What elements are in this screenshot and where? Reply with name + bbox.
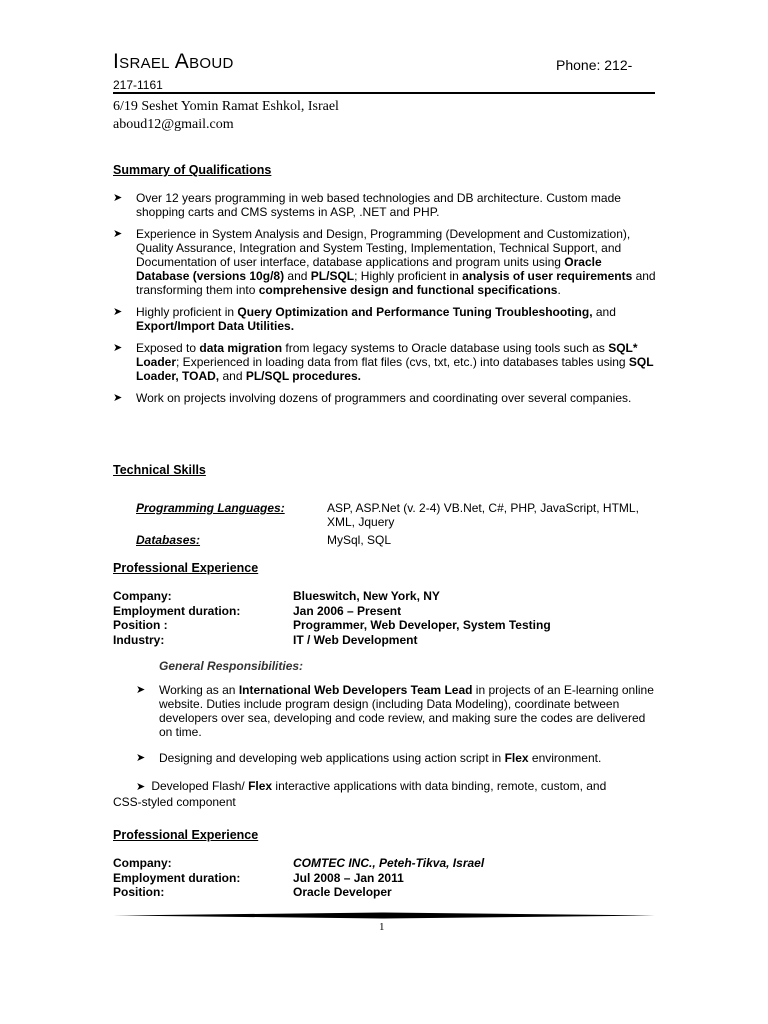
resp-text: environment.: [528, 751, 602, 765]
resp-text: Working as an: [159, 683, 239, 697]
industry-label: Industry:: [113, 633, 165, 647]
summary-bold: data migration: [199, 341, 283, 355]
experience-heading: Professional Experience: [113, 561, 259, 575]
arrowhead-bullet-icon: ➤: [136, 781, 152, 793]
databases-value: MySql, SQL: [327, 533, 392, 547]
summary-bold: SQL* Loader: [136, 341, 638, 369]
summary-bold: Export/Import Data Utilities.: [136, 319, 295, 333]
arrowhead-bullet-icon: ➤: [113, 392, 123, 404]
summary-text: Work on projects involving dozens of programmers and coordinating over several companies.: [136, 391, 632, 405]
experience-heading-2: Professional Experience: [113, 828, 259, 842]
resp-text: Developed Flash/: [151, 779, 249, 793]
company-label: Company:: [113, 856, 172, 870]
summary-bold: SQL Loader, TOAD,: [136, 355, 654, 383]
summary-text: .: [557, 283, 561, 297]
skills-heading: Technical Skills: [113, 463, 206, 477]
arrowhead-bullet-icon: ➤: [113, 192, 123, 204]
summary-bold: comprehensive design and functional specifications: [258, 283, 558, 297]
programming-languages-label: Programming Languages:: [136, 501, 285, 515]
arrowhead-bullet-icon: ➤: [136, 752, 146, 764]
email: aboud12@gmail.com: [113, 117, 234, 132]
list-item: [113, 191, 658, 219]
resp-text: CSS-styled component: [113, 795, 236, 809]
list-item: [136, 683, 656, 739]
summary-heading: Summary of Qualifications: [113, 163, 272, 177]
footer-rule: [113, 912, 655, 919]
list-item: [113, 227, 658, 297]
summary-text: from legacy systems to Oracle database using tools such as: [282, 341, 609, 355]
summary-text: ; Experienced in loading data from flat files (cvs, txt, etc.) into databases tables using: [176, 355, 629, 369]
company-value: Blueswitch, New York, NY: [293, 589, 440, 603]
summary-text: and: [284, 269, 311, 283]
summary-bold: Query Optimization and Performance Tuning Troubleshooting,: [237, 305, 593, 319]
position-label: Position:: [113, 885, 165, 899]
candidate-name: Israel Aboud: [113, 50, 234, 73]
industry-value: IT / Web Development: [293, 633, 418, 647]
duration-value: Jan 2006 – Present: [293, 604, 402, 618]
resp-text: Designing and developing web applications using action script in: [159, 751, 505, 765]
header-rule: [113, 92, 655, 94]
responsibilities-list: [136, 683, 656, 777]
resp-text: interactive applications with data binding, remote, custom, and: [272, 779, 607, 793]
position-label: Position :: [113, 618, 168, 632]
summary-text: ; Highly proficient in: [354, 269, 463, 283]
programming-languages-value: ASP, ASP.Net (v. 2-4) VB.Net, C#, PHP, JavaScript, HTML, XML, Jquery: [327, 501, 639, 529]
duration-value: Jul 2008 – Jan 2011: [293, 871, 404, 885]
summary-text: Experience in System Analysis and Design, Programming (Development and Customization), Quality Assurance, Integration and System Testing, Implementation, Technical Support, and Documentation of user interface, database applications and program units using: [136, 227, 631, 269]
responsibilities-heading: General Responsibilities:: [159, 659, 304, 673]
summary-bold: PL/SQL: [310, 269, 355, 283]
summary-bold: Oracle Database (versions 10g/8): [136, 255, 602, 283]
resp-bold: International Web Developers Team Lead: [238, 683, 473, 697]
resp-text: in projects of an E-learning online website. Duties include program design (including Data Modeling), coordinate between developers over sea, developing and code review, and making sure the codes are delivered on time.: [159, 683, 654, 739]
resp-bold: Flex: [504, 751, 529, 765]
list-item: [136, 751, 656, 765]
summary-bold: analysis of user requirements: [462, 269, 633, 283]
duration-label: Employment duration:: [113, 871, 241, 885]
phone-rest: 217-1161: [113, 78, 163, 92]
summary-text: and transforming them into: [136, 269, 656, 297]
list-item: [113, 305, 658, 333]
position-value: Programmer, Web Developer, System Testing: [293, 618, 551, 632]
duration-label: Employment duration:: [113, 604, 241, 618]
phone-prefix: Phone: 212-: [556, 57, 633, 73]
summary-text: Highly proficient in: [136, 305, 238, 319]
summary-list: [113, 191, 658, 413]
list-item: [113, 779, 676, 810]
summary-text: and: [592, 305, 616, 319]
arrowhead-bullet-icon: ➤: [113, 306, 123, 318]
list-item: [113, 391, 658, 405]
databases-label: Databases:: [136, 533, 201, 547]
summary-text: and: [219, 369, 246, 383]
company-label: Company:: [113, 589, 172, 603]
company-value: COMTEC INC., Peteh-Tikva, Israel: [293, 856, 485, 870]
arrowhead-bullet-icon: ➤: [136, 684, 146, 696]
summary-text: Exposed to: [136, 341, 200, 355]
resp-bold: Flex: [248, 779, 273, 793]
page-number: 1: [379, 921, 385, 933]
arrowhead-bullet-icon: ➤: [113, 228, 123, 240]
summary-text: Over 12 years programming in web based technologies and DB architecture. Custom made shopping carts and CMS systems in ASP, .NET and PHP.: [136, 191, 621, 219]
arrowhead-bullet-icon: ➤: [113, 342, 123, 354]
list-item: [113, 341, 658, 383]
summary-bold: PL/SQL procedures.: [245, 369, 361, 383]
position-value: Oracle Developer: [293, 885, 392, 899]
address: 6/19 Seshet Yomin Ramat Eshkol, Israel: [113, 99, 339, 114]
